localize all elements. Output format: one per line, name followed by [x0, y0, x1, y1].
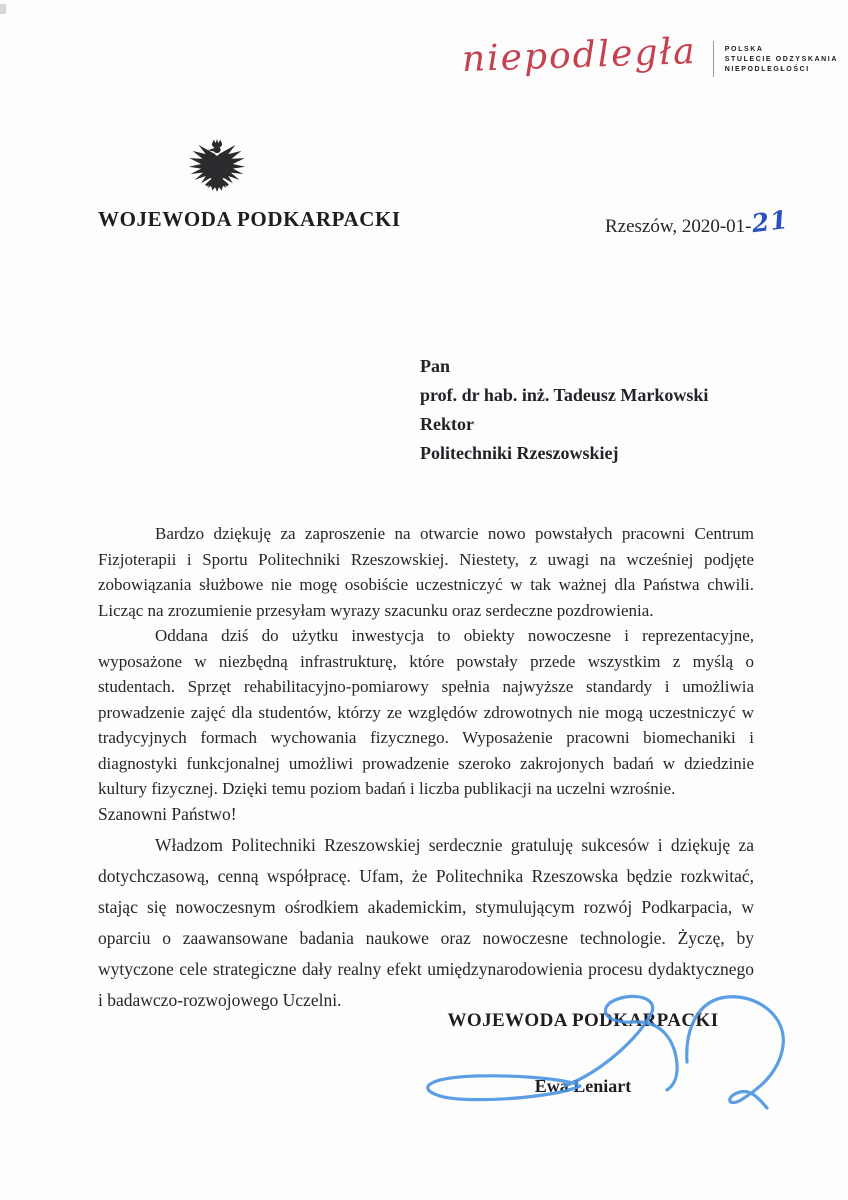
niepodlegla-logo [461, 30, 839, 81]
polish-eagle-emblem-icon [184, 138, 250, 207]
date-printed-text: Rzeszów, 2020-01- [605, 216, 752, 237]
salutation: Szanowni Państwo! [98, 804, 237, 824]
addressee-line: prof. dr hab. inż. Tadeusz Markowski [420, 385, 709, 405]
addressee-block [420, 352, 708, 468]
signature-block [407, 1010, 759, 1097]
logo-caption-line: POLSKA [724, 45, 764, 53]
addressee-line: Pan [420, 356, 451, 376]
handwritten-day-number: 21 [749, 204, 790, 239]
letter-body-upper [98, 521, 754, 802]
signatory-name: Ewa Leniart [534, 1076, 632, 1096]
addressee-line: Rektor [420, 414, 474, 434]
addressee-line: Politechniki Rzeszowskiej [420, 443, 619, 463]
niepodlegla-script-text: niepodległa [461, 30, 698, 81]
body-paragraph-1: Bardzo dziękuję za zaproszenie na otwarcie nowo powstałych pracowni Centrum Fizjoterapii i Sportu Politechniki Rzeszowskiej. Niestety, z uwagi na wcześniej podjęte zobowiązania służbowe nie mogę osobiście uczestniczyć w tak ważnej dla Państwa chwili. Licząc na zrozumienie przesyłam wyrazy szacunku oraz serdeczne pozdrowienia. [98, 524, 754, 620]
body-paragraph-2: Oddana dziś do użytku inwestycja to obiekty nowoczesne i reprezentacyjne, wyposażone w niezbędną infrastrukturę, które powstały przede wszystkim z myślą o studentach. Sprzęt rehabilitacyjno-pomiarowy spełnia najwyższe standardy i umożliwia prowadzenie zajęć dla studentów, którzy ze względów zdrowotnych nie mogą uczestniczyć w tradycyjnych formach wychowania fizycznego. Wyposażenie pracowni biomechaniki i diagnostyki funkcjonalnej umożliwi prowadzenie szeroko zakrojonych badań w dziedzinie kultury fizycznej. Dzięki temu poziom badań i liczba publikacji na uczelni wzrośnie. [98, 626, 754, 798]
date-line [605, 204, 790, 239]
logo-divider [713, 41, 714, 77]
body-paragraph-3: Władzom Politechniki Rzeszowskiej serdecznie gratuluję sukcesów i dziękuję za dotychczasową, cenną współpracę. Ufam, że Politechnika Rzeszowska będzie rozkwitać, stając się nowoczesnym ośrodkiem akademickim, stymulującym rozwój Podkarpacia, w oparciu o zaawansowane badania naukowe oraz nowoczesne technologie. Życzę, by wytyczone cele strategiczne dały realny efekt umiędzynarodowienia procesu dydaktycznego i badawczo-rozwojowego Uczelni. [98, 835, 754, 1010]
letter-body-lower [98, 799, 754, 1016]
logo-caption-line: NIEPODLEGŁOŚCI [724, 65, 810, 73]
office-title: WOJEWODA PODKARPACKI [98, 207, 401, 231]
scan-artifact [0, 4, 6, 14]
logo-caption [725, 44, 838, 75]
signatory-title: WOJEWODA PODKARPACKI [447, 1010, 719, 1031]
logo-caption-line: STULECIE ODZYSKANIA [724, 55, 839, 63]
